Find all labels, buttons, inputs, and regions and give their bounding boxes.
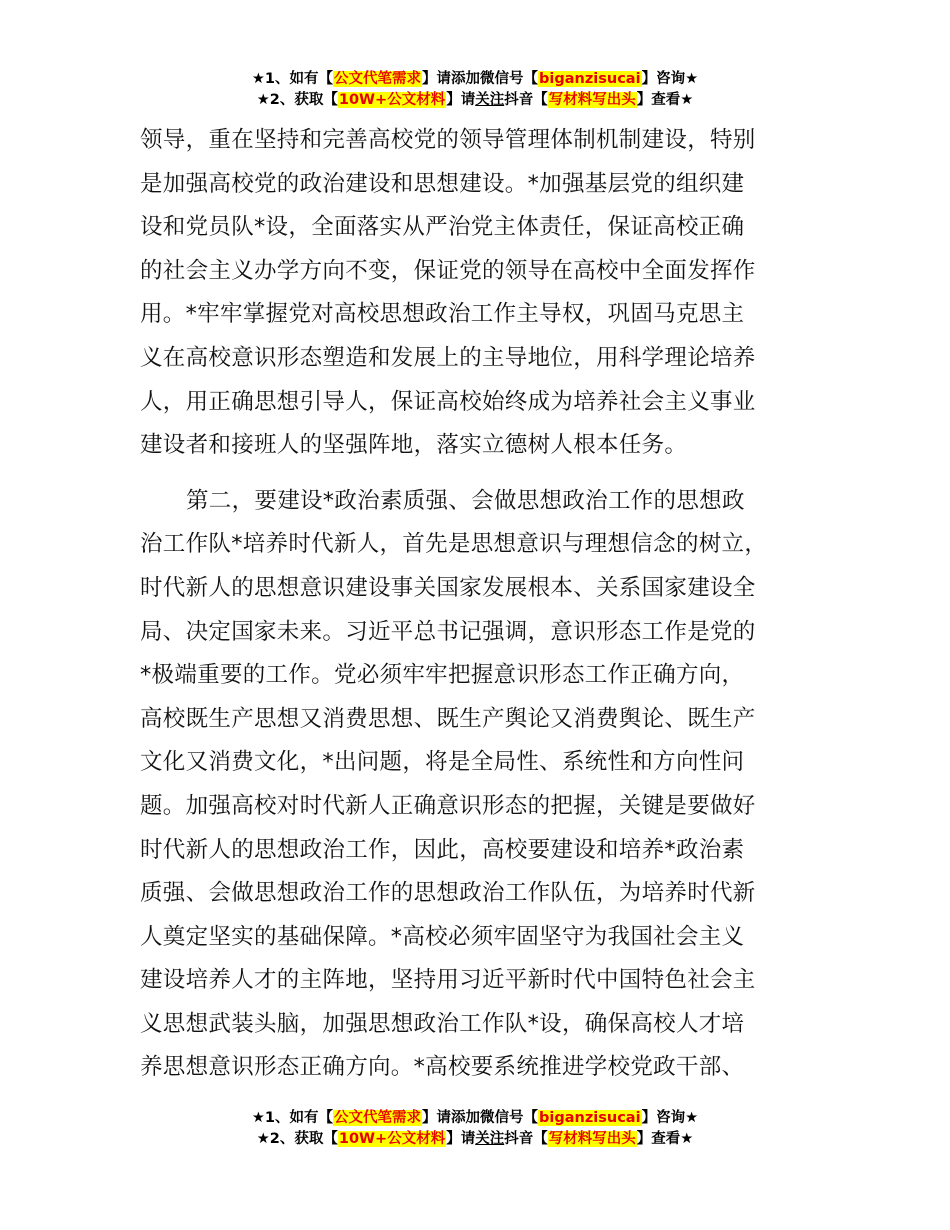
text-line: 用。*牢牢掌握党对高校思想政治工作主导权，巩固马克思主	[140, 301, 745, 328]
banner-text: ★1、如有【	[251, 1110, 334, 1126]
banner-line-1	[0, 1108, 950, 1129]
text-line: 人奠定坚实的基础保障。*高校必须牢固坚守为我国社会主义	[140, 923, 745, 950]
banner-text: ★2、获取【	[256, 1131, 338, 1147]
text-line: 第二，要建设*政治素质强、会做思想政治工作的思想政	[186, 487, 745, 514]
banner-text: 】查看★	[636, 92, 694, 108]
banner-line-1	[0, 69, 950, 90]
text-line: *极端重要的工作。党必须牢牢把握意识形态工作正确方向，	[140, 662, 745, 689]
text-line: 领导，重在坚持和完善高校党的领导管理体制机制建设，特别	[140, 127, 756, 153]
highlight-account: 写材料写出头	[548, 1131, 636, 1147]
highlight-materials: 10W+公文材料	[338, 92, 446, 108]
text-line: 建设培养人才的主阵地，坚持用习近平新时代中国特色社会主	[140, 967, 756, 994]
paragraph-2	[140, 480, 830, 1090]
banner-line-2	[0, 90, 950, 111]
footer-banner	[0, 1108, 950, 1150]
banner-text: 】请	[446, 1131, 476, 1147]
banner-text: ★1、如有【	[251, 71, 334, 87]
banner-text: ★2、获取【	[256, 92, 338, 108]
banner-text: 】请添加微信号【	[422, 1110, 539, 1126]
highlight-wechat-id: biganzisucai	[539, 71, 641, 87]
banner-text: 】请添加微信号【	[422, 71, 539, 87]
banner-text: 抖音【	[504, 92, 548, 108]
text-line: 题。加强高校对时代新人正确意识形态的把握，关键是要做好	[140, 792, 756, 819]
text-line: 高校既生产思想又消费思想、既生产舆论又消费舆论、既生产	[140, 705, 756, 732]
highlight-materials: 10W+公文材料	[338, 1131, 446, 1147]
text-line: 设和党员队*设，全面落实从严治党主体责任，保证高校正确	[140, 214, 745, 241]
banner-line-2	[0, 1129, 950, 1150]
paragraph-spacer	[140, 468, 830, 480]
text-line: 治工作队*培养时代新人，首先是思想意识与理想信念的树立，	[140, 531, 768, 558]
text-line: 局、决定国家未来。习近平总书记强调，意识形态工作是党的	[140, 618, 756, 645]
highlight-wechat-id: biganzisucai	[539, 1110, 641, 1126]
highlight-account: 写材料写出头	[548, 92, 636, 108]
header-banner	[0, 69, 950, 111]
paragraph-1	[140, 119, 830, 468]
text-line: 建设者和接班人的坚强阵地，落实立德树人根本任务。	[140, 432, 688, 459]
text-line: 质强、会做思想政治工作的思想政治工作队伍，为培养时代新	[140, 880, 756, 907]
banner-text: 】请	[446, 92, 476, 108]
text-line: 义思想武装头脑，加强思想政治工作队*设，确保高校人才培	[140, 1010, 745, 1037]
document-body	[140, 119, 830, 1090]
banner-text: 抖音【	[504, 1131, 548, 1147]
highlight-service: 公文代笔需求	[334, 71, 422, 87]
highlight-service: 公文代笔需求	[334, 1110, 422, 1126]
banner-text: 】咨询★	[641, 71, 699, 87]
text-line: 义在高校意识形态塑造和发展上的主导地位，用科学理论培养	[140, 344, 756, 371]
banner-text: 】查看★	[636, 1131, 694, 1147]
text-line: 是加强高校党的政治建设和思想建设。*加强基层党的组织建	[140, 170, 745, 197]
banner-underlined-text: 关注	[475, 1131, 505, 1147]
banner-underlined-text: 关注	[475, 92, 505, 108]
text-line: 时代新人的思想意识建设事关国家发展根本、关系国家建设全	[140, 574, 756, 601]
text-line: 人，用正确思想引导人，保证高校始终成为培养社会主义事业	[140, 388, 756, 415]
text-line: 文化又消费文化，*出问题，将是全局性、系统性和方向性问	[140, 749, 745, 776]
text-line: 养思想意识形态正确方向。*高校要系统推进学校党政干部、	[140, 1054, 745, 1081]
banner-text: 】咨询★	[641, 1110, 699, 1126]
text-line: 的社会主义办学方向不变，保证党的领导在高校中全面发挥作	[140, 257, 756, 284]
text-line: 时代新人的思想政治工作，因此，高校要建设和培养*政治素	[140, 836, 745, 863]
